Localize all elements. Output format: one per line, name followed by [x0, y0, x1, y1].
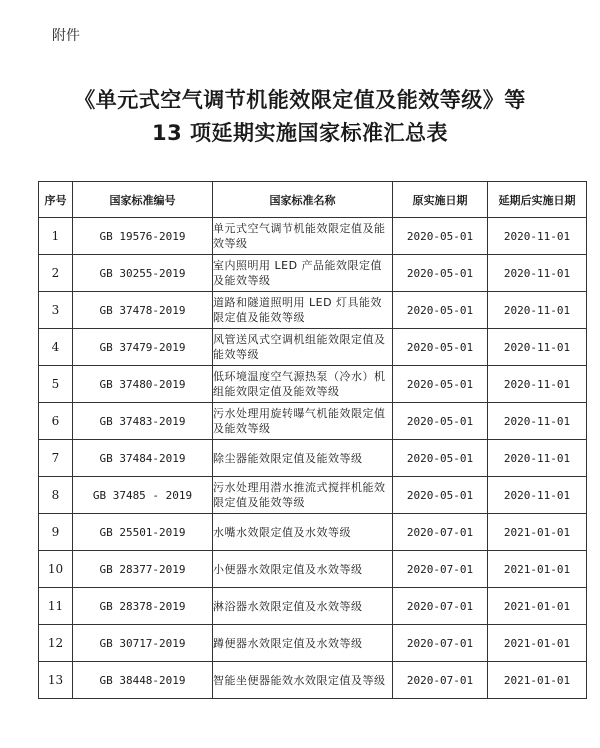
row-standard-name: 单元式空气调节机能效限定值及能效等级	[213, 218, 393, 255]
header-standard-name: 国家标准名称	[213, 182, 393, 218]
table-row	[39, 625, 587, 662]
row-original-date: 2020-05-01	[393, 477, 488, 514]
table-row	[39, 514, 587, 551]
row-standard-name: 小便器水效限定值及水效等级	[213, 551, 393, 588]
attachment-label: 附件	[52, 28, 80, 44]
document-title-line-2: 13 项延期实施国家标准汇总表	[151, 121, 449, 145]
row-standard-name: 道路和隧道照明用 LED 灯具能效限定值及能效等级	[213, 292, 393, 329]
row-standard-name: 蹲便器水效限定值及水效等级	[213, 625, 393, 662]
row-standard-code: GB 37483-2019	[73, 403, 213, 440]
row-new-date: 2021-01-01	[488, 514, 587, 551]
header-serial: 序号	[39, 182, 73, 218]
table-header-row	[39, 182, 587, 218]
row-serial: 12	[39, 625, 73, 662]
row-standard-code: GB 37485 - 2019	[73, 477, 213, 514]
row-serial: 13	[39, 662, 73, 699]
row-standard-code: GB 30717-2019	[73, 625, 213, 662]
row-new-date: 2020-11-01	[488, 366, 587, 403]
row-standard-name: 水嘴水效限定值及水效等级	[213, 514, 393, 551]
row-serial: 11	[39, 588, 73, 625]
row-serial: 10	[39, 551, 73, 588]
table-row	[39, 329, 587, 366]
row-original-date: 2020-07-01	[393, 514, 488, 551]
row-standard-code: GB 37484-2019	[73, 440, 213, 477]
table-row	[39, 477, 587, 514]
table-row	[39, 440, 587, 477]
row-standard-code: GB 37479-2019	[73, 329, 213, 366]
row-serial: 7	[39, 440, 73, 477]
row-standard-name: 污水处理用潜水推流式搅拌机能效限定值及能效等级	[213, 477, 393, 514]
table-row	[39, 403, 587, 440]
document-title-line-1: 《单元式空气调节机能效限定值及能效等级》等	[74, 88, 526, 112]
row-serial: 4	[39, 329, 73, 366]
table-row	[39, 218, 587, 255]
row-original-date: 2020-05-01	[393, 440, 488, 477]
row-original-date: 2020-05-01	[393, 218, 488, 255]
row-original-date: 2020-07-01	[393, 588, 488, 625]
row-original-date: 2020-05-01	[393, 403, 488, 440]
row-standard-code: GB 25501-2019	[73, 514, 213, 551]
row-original-date: 2020-05-01	[393, 255, 488, 292]
table-row	[39, 551, 587, 588]
row-original-date: 2020-07-01	[393, 662, 488, 699]
row-serial: 9	[39, 514, 73, 551]
row-new-date: 2021-01-01	[488, 625, 587, 662]
row-original-date: 2020-05-01	[393, 329, 488, 366]
table-row	[39, 292, 587, 329]
row-original-date: 2020-05-01	[393, 292, 488, 329]
row-serial: 6	[39, 403, 73, 440]
table-row	[39, 662, 587, 699]
row-new-date: 2021-01-01	[488, 551, 587, 588]
row-new-date: 2020-11-01	[488, 403, 587, 440]
table-row	[39, 588, 587, 625]
row-new-date: 2021-01-01	[488, 588, 587, 625]
header-original-date: 原实施日期	[393, 182, 488, 218]
row-new-date: 2020-11-01	[488, 440, 587, 477]
table-row	[39, 366, 587, 403]
row-original-date: 2020-07-01	[393, 625, 488, 662]
row-serial: 3	[39, 292, 73, 329]
row-standard-name: 智能坐便器能效水效限定值及等级	[213, 662, 393, 699]
row-standard-name: 室内照明用 LED 产品能效限定值及能效等级	[213, 255, 393, 292]
row-new-date: 2020-11-01	[488, 218, 587, 255]
row-standard-code: GB 30255-2019	[73, 255, 213, 292]
table-row	[39, 255, 587, 292]
row-serial: 2	[39, 255, 73, 292]
row-original-date: 2020-05-01	[393, 366, 488, 403]
row-standard-code: GB 38448-2019	[73, 662, 213, 699]
row-new-date: 2020-11-01	[488, 477, 587, 514]
row-standard-code: GB 37478-2019	[73, 292, 213, 329]
row-standard-code: GB 28377-2019	[73, 551, 213, 588]
row-serial: 1	[39, 218, 73, 255]
row-standard-code: GB 19576-2019	[73, 218, 213, 255]
row-standard-name: 风管送风式空调机组能效限定值及能效等级	[213, 329, 393, 366]
header-standard-code: 国家标准编号	[73, 182, 213, 218]
row-standard-name: 低环境温度空气源热泵（冷水）机组能效限定值及能效等级	[213, 366, 393, 403]
row-standard-name: 淋浴器水效限定值及水效等级	[213, 588, 393, 625]
row-standard-name: 除尘器能效限定值及能效等级	[213, 440, 393, 477]
row-serial: 8	[39, 477, 73, 514]
row-original-date: 2020-07-01	[393, 551, 488, 588]
row-new-date: 2020-11-01	[488, 255, 587, 292]
row-new-date: 2020-11-01	[488, 329, 587, 366]
row-standard-code: GB 28378-2019	[73, 588, 213, 625]
row-new-date: 2021-01-01	[488, 662, 587, 699]
row-standard-code: GB 37480-2019	[73, 366, 213, 403]
row-serial: 5	[39, 366, 73, 403]
header-new-date: 延期后实施日期	[488, 182, 587, 218]
row-new-date: 2020-11-01	[488, 292, 587, 329]
row-standard-name: 污水处理用旋转曝气机能效限定值及能效等级	[213, 403, 393, 440]
standards-table	[38, 181, 587, 699]
